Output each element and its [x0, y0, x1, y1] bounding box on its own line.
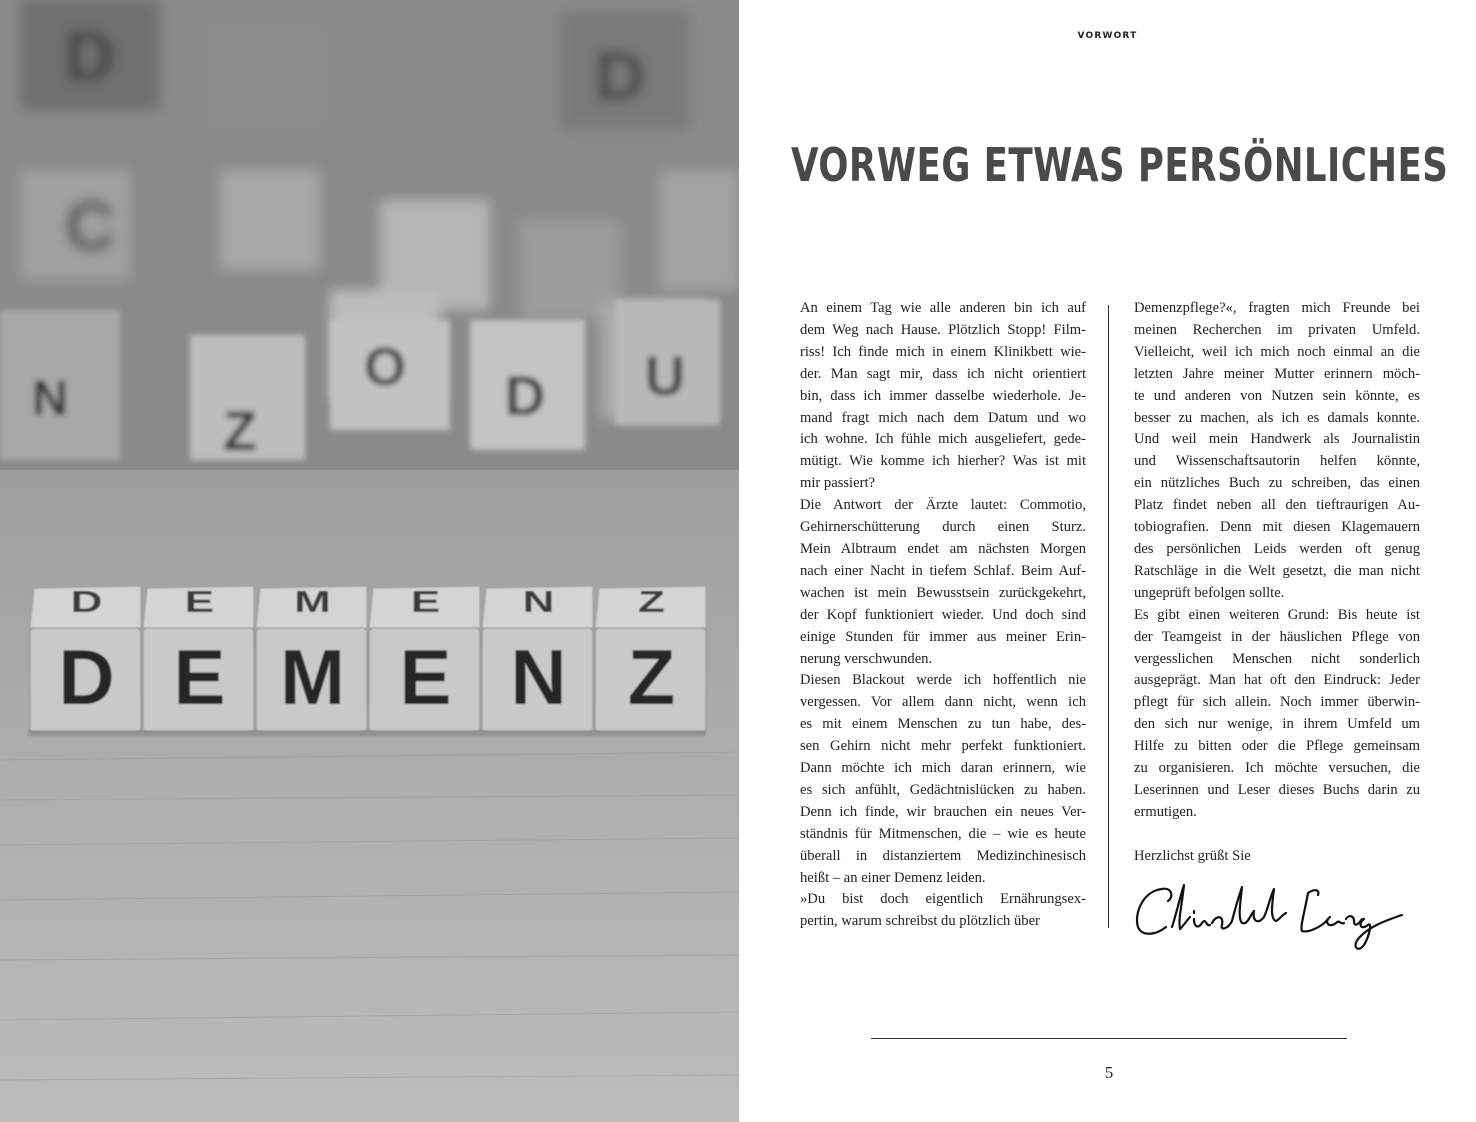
text-line: Gehirnerschütterung durch einen Sturz.: [800, 519, 1086, 536]
block-top-letter: D: [70, 585, 103, 620]
text-line: pertin, warum schreibst du plötzlich über: [800, 913, 1040, 930]
text-line: ausgeprägt. Man hat oft den Eindruck: Jeder: [1134, 672, 1420, 689]
text-line: Es gibt einen weiteren Grund: Bis heute ist: [1134, 606, 1420, 623]
paragraph: [800, 670, 1086, 889]
text-line: Dann möchte ich mich daran erinnern, wie: [800, 760, 1086, 777]
block-front-letter: E: [399, 633, 452, 721]
text-line: Diesen Blackout werde ich hoffentlich nie: [800, 672, 1086, 689]
block-shadow: [28, 730, 706, 736]
running-head: VORWORT: [1077, 31, 1138, 41]
paragraph: [1134, 298, 1420, 605]
block-top-letter: M: [294, 585, 331, 620]
block-front-letter: N: [510, 633, 567, 721]
text-line: An einem Tag wie alle anderen bin ich auf: [800, 300, 1086, 316]
text-line: einige Stunden für immer aus meiner Erin-: [800, 628, 1086, 645]
text-line: pflegt für sich allein. Noch immer überwin-: [1134, 694, 1420, 711]
scattered-letter-u: U: [644, 344, 686, 407]
text-line: wachen ist mein Bewusstsein zurückgekehrt,: [800, 584, 1086, 601]
text-column-left: [800, 298, 1086, 933]
text-line: nerung verschwunden.: [800, 650, 933, 667]
block-top-letter: E: [184, 585, 215, 620]
svg-text:D: D: [64, 17, 116, 95]
footer-rule: [871, 1038, 1347, 1039]
handwritten-signature: [1132, 875, 1407, 955]
svg-text:D: D: [594, 37, 646, 115]
text-line: vergessen. Vor allem dann nicht, wenn ich: [800, 694, 1086, 711]
block-top-letter: N: [522, 585, 555, 620]
column-divider: [1108, 305, 1109, 928]
text-line: »Du bist doch eigentlich Ernährungsex-: [800, 891, 1086, 908]
text-line: mand fragt mich nach dem Datum und wo: [800, 409, 1086, 426]
text-column-right: [1134, 298, 1420, 868]
block-top-letter: Z: [638, 585, 665, 620]
text-line: Die Antwort der Ärzte lautet: Commotio,: [800, 497, 1086, 514]
text-line: es mit einem Menschen zu tun habe, des-: [800, 716, 1086, 733]
text-line: ein nützliches Buch zu schreiben, das einen: [1134, 475, 1420, 492]
text-line: überall in distanziertem Medizinchinesisch: [800, 847, 1086, 864]
scattered-letter-d: D: [504, 364, 546, 427]
text-line: den sich nur wenige, in ihrem Umfeld um: [1134, 716, 1420, 733]
text-line: Leserinnen und Leser dieses Buchs darin zu: [1134, 781, 1420, 798]
paragraph: [800, 495, 1086, 670]
text-line: der. Man sagt mir, dass ich nicht orientiert: [800, 365, 1086, 382]
text-line: es sich anfühlt, Gedächtnislücken zu haben.: [800, 781, 1086, 798]
demenz-block-row: [28, 585, 706, 736]
text-line: ständnis für Mitmenschen, die – wie es heute: [800, 825, 1086, 842]
text-line: sen Gehirn nicht mehr perfekt funktioniert.: [800, 738, 1086, 755]
text-line: besser zu machen, als ich es damals konnte.: [1134, 409, 1420, 426]
block-front-letter: Z: [627, 633, 676, 721]
page-title: VORWEG ETWAS PERSÖNLICHES: [790, 138, 1449, 192]
text-line: Mein Albtraum endet am nächsten Morgen: [800, 540, 1086, 557]
text-line: te und anderen von Nutzen sein könnte, es: [1134, 387, 1420, 404]
text-line: vergesslichen Menschen nicht sonderlich: [1134, 650, 1420, 667]
text-line: der Teamgeist in der häuslichen Pflege von: [1134, 628, 1420, 645]
text-line: ermutigen.: [1134, 803, 1197, 820]
text-line: ich wohne. Ich fühle mich ausgeliefert, gede-: [800, 431, 1086, 448]
foreword-page: [739, 0, 1476, 1122]
block-front-letter: D: [58, 633, 115, 721]
paragraph: [1134, 605, 1420, 824]
paragraph: [800, 889, 1086, 933]
text-line: Denn ich finde, wir brauchen ein neues Ver-: [800, 803, 1086, 820]
text-line: Vielleicht, weil ich mich noch einmal an die: [1134, 343, 1420, 360]
text-line: zu organisieren. Ich möchte versuchen, die: [1134, 760, 1420, 777]
text-line: nach einer Nacht in tiefem Schlaf. Beim Auf-: [800, 562, 1086, 579]
scattered-letter-z: Z: [222, 399, 258, 462]
text-line: letzten Jahre meiner Mutter erinnern möch-: [1134, 365, 1420, 382]
text-line: Ratschläge in die Welt gesetzt, die man nicht: [1134, 562, 1420, 579]
text-line: des persönlichen Leids werden oft genug: [1134, 540, 1420, 557]
text-line: dem Weg nach Hause. Plötzlich Stopp! Film-: [800, 321, 1086, 338]
text-line: und Wissenschaftsautorin helfen könnte,: [1134, 453, 1420, 470]
scattered-letter-o: O: [363, 337, 407, 397]
scattered-letter-n: N: [31, 370, 69, 426]
text-line: tobiografien. Denn mit diesen Klagemauern: [1134, 519, 1420, 536]
text-line: riss! Ich finde mich in einem Klinikbett wie-: [800, 343, 1086, 360]
page-number: 5: [1104, 1063, 1114, 1082]
text-line: Demenzpflege?«, fragten mich Freunde bei: [1134, 300, 1420, 316]
text-line: Und weil mein Handwerk als Journalistin: [1134, 431, 1420, 448]
text-line: bin, dass ich immer dasselbe wiederhole. Je-: [800, 387, 1086, 404]
block-front-letter: M: [280, 633, 345, 721]
text-line: heißt – an einer Demenz leiden.: [800, 869, 986, 886]
text-line: Hilfe zu bitten oder die Pflege gemeinsam: [1134, 738, 1420, 755]
text-line: ungeprüft befolgen sollte.: [1134, 584, 1285, 601]
greeting: Herzlichst grüßt Sie: [1134, 847, 1251, 864]
text-line: der Kopf funktioniert wieder. Und doch sind: [800, 606, 1086, 623]
text-line: mütigt. Wie komme ich hierher? Was ist mit: [800, 453, 1086, 470]
block-front-letter: E: [173, 633, 226, 721]
text-line: Platz findet neben all den tieftraurigen Au-: [1134, 497, 1420, 514]
paragraph: [800, 298, 1086, 495]
text-line: mir passiert?: [800, 475, 875, 492]
block-top-letter: E: [410, 585, 441, 620]
text-line: meinen Recherchen im privaten Umfeld.: [1134, 321, 1420, 338]
background-letter-c: C: [64, 187, 116, 265]
